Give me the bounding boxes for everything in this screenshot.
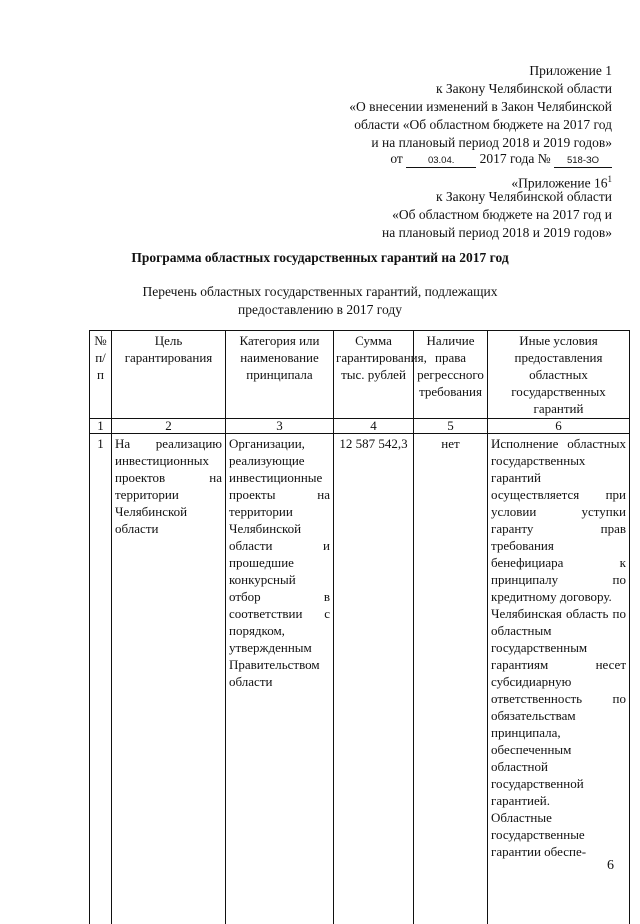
appendix-line-2: к Закону Челябинской области [436, 80, 612, 98]
appendix-line-5: и на плановый период 2018 и 2019 годов» [371, 134, 612, 152]
document-title: Программа областных государственных гарантий на 2017 год [0, 250, 640, 266]
column-number: 2 [112, 419, 226, 434]
page-number: 6 [607, 858, 614, 874]
other-conditions [488, 434, 630, 924]
appendix-line-1: Приложение 1 [529, 62, 612, 80]
conditions-paragraph-3: Областные государственные гарантии обеспе- [491, 809, 626, 860]
order-prefix: от [390, 151, 402, 166]
column-number: 1 [90, 419, 112, 434]
guarantees-table [89, 330, 630, 924]
order-mid: 2017 года № [480, 151, 551, 166]
regress-right: нет [414, 434, 488, 924]
table-header-row [90, 331, 630, 419]
column-number: 5 [414, 419, 488, 434]
appendix-line-4: области «Об областном бюджете на 2017 год [354, 116, 612, 134]
header-cell-regress: Наличие права регрессного требования [414, 331, 488, 419]
header-cell-conditions: Иные условия предоставления областных государственных гарантий [488, 331, 630, 419]
row-number: 1 [90, 434, 112, 924]
header-cell-purpose: Цель гарантирования [112, 331, 226, 419]
appendix-line-3: «О внесении изменений в Закон Челябинской [349, 98, 612, 116]
conditions-paragraph-2: Челябинская область по областным государственным гарантиям несет субсидиарную ответственность по обязательствам принципала, обеспеченным областной государственной гарантией. [491, 605, 626, 809]
order-number: 518-ЗО [554, 155, 612, 168]
document-subtitle: Перечень областных государственных гарантий, подлежащих предоставлению в 2017 году [110, 283, 530, 319]
appendix16-line-3: «Об областном бюджете на 2017 год и [392, 206, 612, 224]
appendix16-superscript: 1 [608, 174, 613, 184]
guarantee-amount: 12 587 542,3 [334, 434, 414, 924]
law-order-reference [390, 150, 612, 168]
header-cell-num: № п/п [90, 331, 112, 419]
column-number: 3 [226, 419, 334, 434]
header-cell-principal: Категория или наименование принципала [226, 331, 334, 419]
column-number-row [90, 419, 630, 434]
appendix16-line-4: на плановый период 2018 и 2019 годов» [382, 224, 612, 242]
column-number: 6 [488, 419, 630, 434]
header-cell-amount: Сумма гарантирования, тыс. рублей [334, 331, 414, 419]
appendix16-line-2: к Закону Челябинской области [436, 188, 612, 206]
appendix16-title: «Приложение 16 [511, 176, 607, 191]
table-row [90, 434, 630, 924]
conditions-paragraph-1: Исполнение областных государственных гарантий осуществляется при условии уступки гаранту прав требования бенефициара к принципалу по кредитному договору. [491, 435, 626, 605]
column-number: 4 [334, 419, 414, 434]
order-date: 03.04. [406, 155, 476, 168]
guarantee-purpose: На реализацию инвестиционных проектов на территории Челябинской области [112, 434, 226, 924]
principal-category: Организации, реализующие инвестиционные проекты на территории Челябинской области и прошедшие конкурсный отбор в соответствии с порядком, утвержденным Правительством области [226, 434, 334, 924]
